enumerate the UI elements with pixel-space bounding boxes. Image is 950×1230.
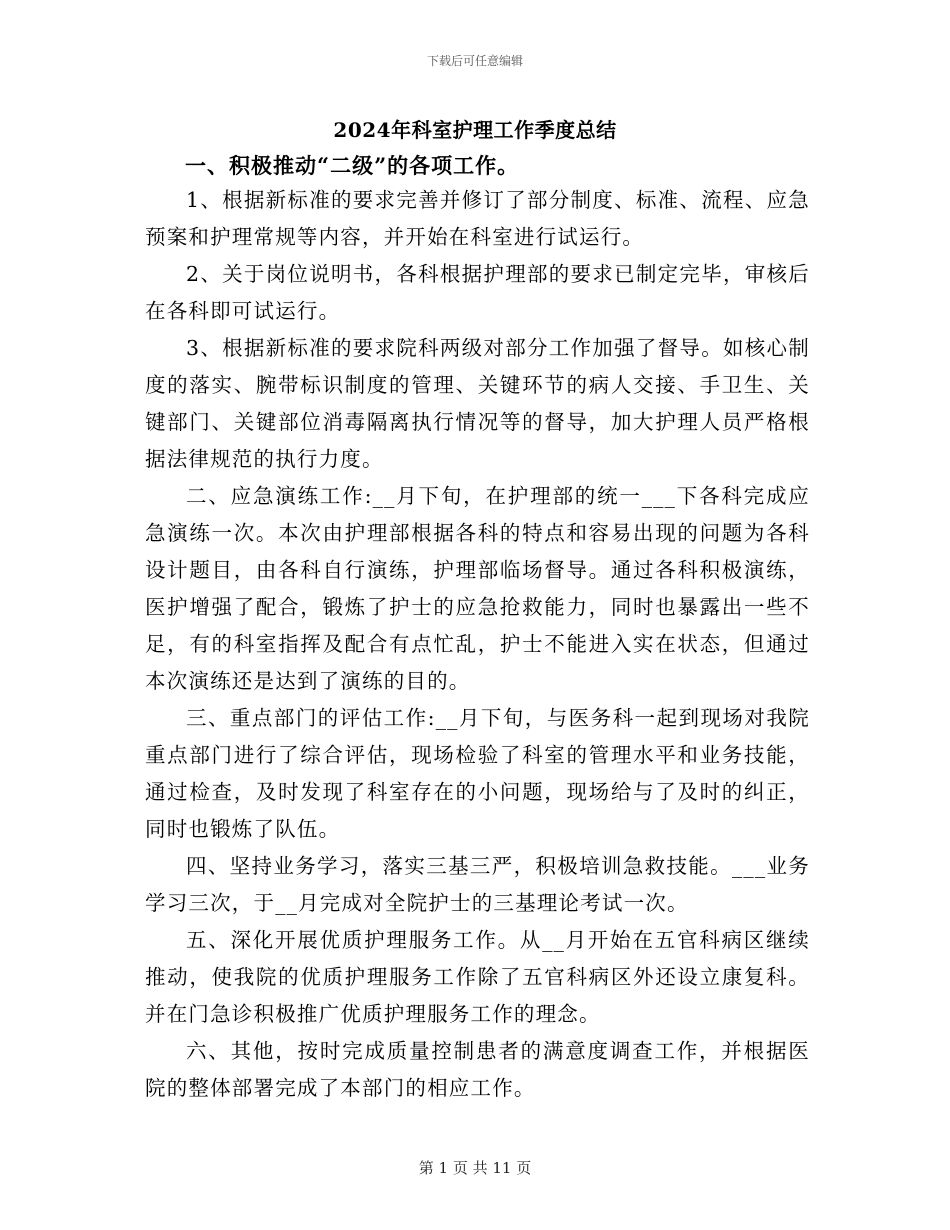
paragraph-professional-study: 四、坚持业务学习，落实三基三严，积极培训急救技能。___业务学习三次，于__月完成对全院护士的三基理论考试一次。	[145, 854, 810, 915]
page-header-note: 下载后可任意编辑	[426, 54, 523, 68]
document-body	[145, 182, 810, 1107]
page-number: 第 1 页 共 11 页	[418, 1159, 532, 1177]
paragraph-emergency-drill: 二、应急演练工作:__月下旬，在护理部的统一___下各科完成应急演练一次。本次由护理部根据各科的特点和容易出现的问题为各科设计题目，由各科自行演练，护理部临场督导。通过各科积极演练，医护增强了配合，锻炼了护士的应急抢救能力，同时也暴露出一些不足，有的科室指挥及配合有点忙乱，护士不能进入实在状态，但通过本次演练还是达到了演练的目的。	[145, 484, 810, 693]
paragraph-key-department-evaluation: 三、重点部门的评估工作:__月下旬，与医务科一起到现场对我院重点部门进行了综合评估，现场检验了科室的管理水平和业务技能，通过检查，及时发现了科室存在的小问题，现场给与了及时的纠正，同时也锻炼了队伍。	[145, 706, 810, 841]
document-title: 2024年科室护理工作季度总结	[333, 118, 617, 142]
paragraph-quality-nursing: 五、深化开展优质护理服务工作。从__月开始在五官科病区继续推动，使我院的优质护理服务工作除了五官科病区外还设立康复科。并在门急诊积极推广优质护理服务工作的理念。	[145, 928, 810, 1026]
paragraph-other: 六、其他，按时完成质量控制患者的满意度调查工作，并根据医院的整体部署完成了本部门的相应工作。	[145, 1039, 810, 1100]
paragraph-2: 2、关于岗位说明书，各科根据护理部的要求已制定完毕，审核后在各科即可试运行。	[145, 262, 810, 323]
paragraph-3: 3、根据新标准的要求院科两级对部分工作加强了督导。如核心制度的落实、腕带标识制度的管理、关键环节的病人交接、手卫生、关键部门、关键部位消毒隔离执行情况等的督导，加大护理人员严格根据法律规范的执行力度。	[145, 336, 810, 471]
section-heading: 一、积极推动“二级”的各项工作。	[185, 153, 520, 178]
paragraph-1: 1、根据新标准的要求完善并修订了部分制度、标准、流程、应急预案和护理常规等内容，并开始在科室进行试运行。	[145, 188, 810, 249]
